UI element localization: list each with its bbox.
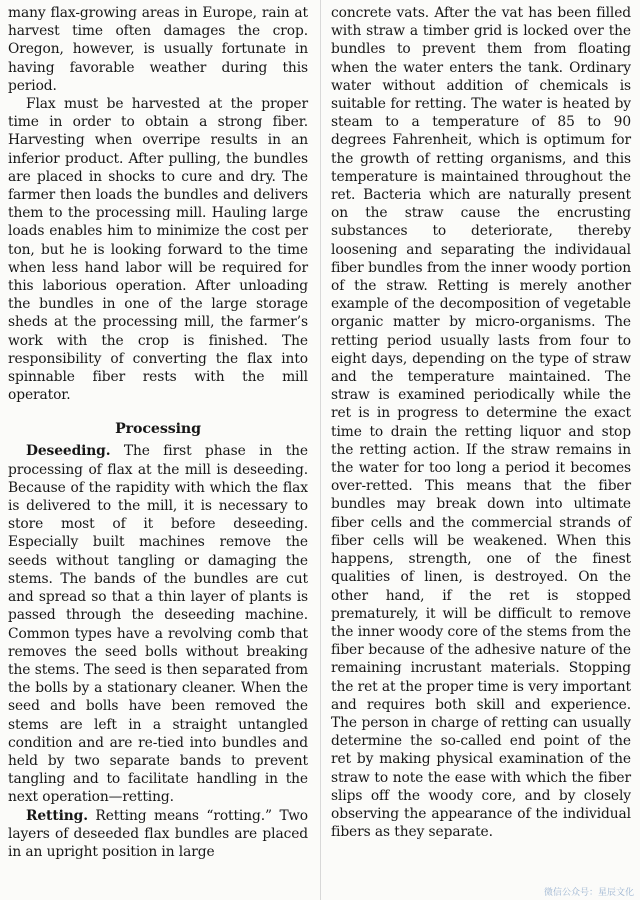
paragraph-harvest-weather: many flax-growing areas in Europe, rain at harvest time often damages the crop. Oregon, however, is usually fortunate in having favorable weather during this period.: [8, 5, 308, 94]
retting-text: Retting means “rotting.” Two layers of deseeded flax bundles are placed in an upright position in large: [8, 807, 308, 860]
left-column: [8, 4, 308, 861]
right-column: [331, 4, 631, 841]
run-in-heading-retting: Retting.: [26, 807, 88, 824]
deseeding-text: The first phase in the processing of flax at the mill is deseeding. Because of the rapidity with which the flax is delivered to the mill, it is necessary to store most of it before deseeding. Especially built machines remove the seeds without tangling or damaging the stems. The bands of the bundles are cut and spread so that a thin layer of plants is passed through the deseeding machine. Common types have a revolving comb that removes the seed bolls without breaking the stems. The seed is then separated from the bolls by a stationary cleaner. When the seed and bolls have been removed the stems are left in a straight untangled condition and are re-tied into bundles and held by two separate bands to prevent tangling and to facilitate handling in the next operation—retting.: [8, 443, 308, 806]
paragraph-retting-continued: concrete vats. After the vat has been filled with straw a timber grid is locked over the bundles to prevent them from floating when the water enters the tank. Ordinary water without addition of chemicals is suitable for retting. The water is heated by steam to a temperature of 85 to 90 degrees Fahrenheit, which is optimum for the growth of retting organisms, and this temperature is maintained throughout the ret. Bacteria which are naturally present on the straw cause the encrusting substances to deteriorate, thereby loosening and separating the individaual fiber bundles from the inner woody portion of the straw. Retting is merely another example of the decomposition of vegetable organic matter by micro-organisms. The retting period usually lasts from four to eight days, depending on the type of straw and the temperature maintained. The straw is examined periodically while the ret is in progress to determine the exact time to drain the retting liquor and stop the retting action. If the straw remains in the water for too long a period it becomes over-retted. This means that the fiber bundles may break down into ultimate fiber cells and the commercial strands of fiber cells will be weakened. When this happens, strength, one of the finest qualities of linen, is destroyed. On the other hand, if the ret is stopped prematurely, it will be difficult to remove the inner woody core of the stems from the fiber because of the adhesive nature of the remaining incrustant materials. Stopping the ret at the proper time is very important and requires both skill and experience. The person in charge of retting can usually determine the so-called end point of the ret by making physical examination of the straw to note the ease with which the fiber slips off the woody core, and by closely observing the appearance of the individual fibers as they separate.: [331, 5, 631, 841]
run-in-heading-deseeding: Deseeding.: [26, 443, 111, 460]
paragraph-retting: [8, 807, 308, 862]
column-divider: [320, 0, 321, 900]
paragraph-harvesting: Flax must be harvested at the proper time in order to obtain a strong fiber. Harvesting when overripe results in an inferior product. After pulling, the bundles are placed in shocks to cure and dry. The farmer then loads the bundles and delivers them to the processing mill. Hauling large loads enables him to minimize the cost per ton, but he is looking forward to the time when less hand labor will be required for this laborious operation. After unloading the bundles in one of the large storage sheds at the processing mill, the farmer’s work with the crop is finished. The responsibility of converting the flax into spinnable fiber rests with the mill operator.: [8, 96, 308, 404]
paragraph-deseeding: [8, 442, 308, 806]
watermark: 微信公众号：星辰文化: [543, 888, 634, 898]
section-heading-processing: Processing: [115, 421, 201, 438]
